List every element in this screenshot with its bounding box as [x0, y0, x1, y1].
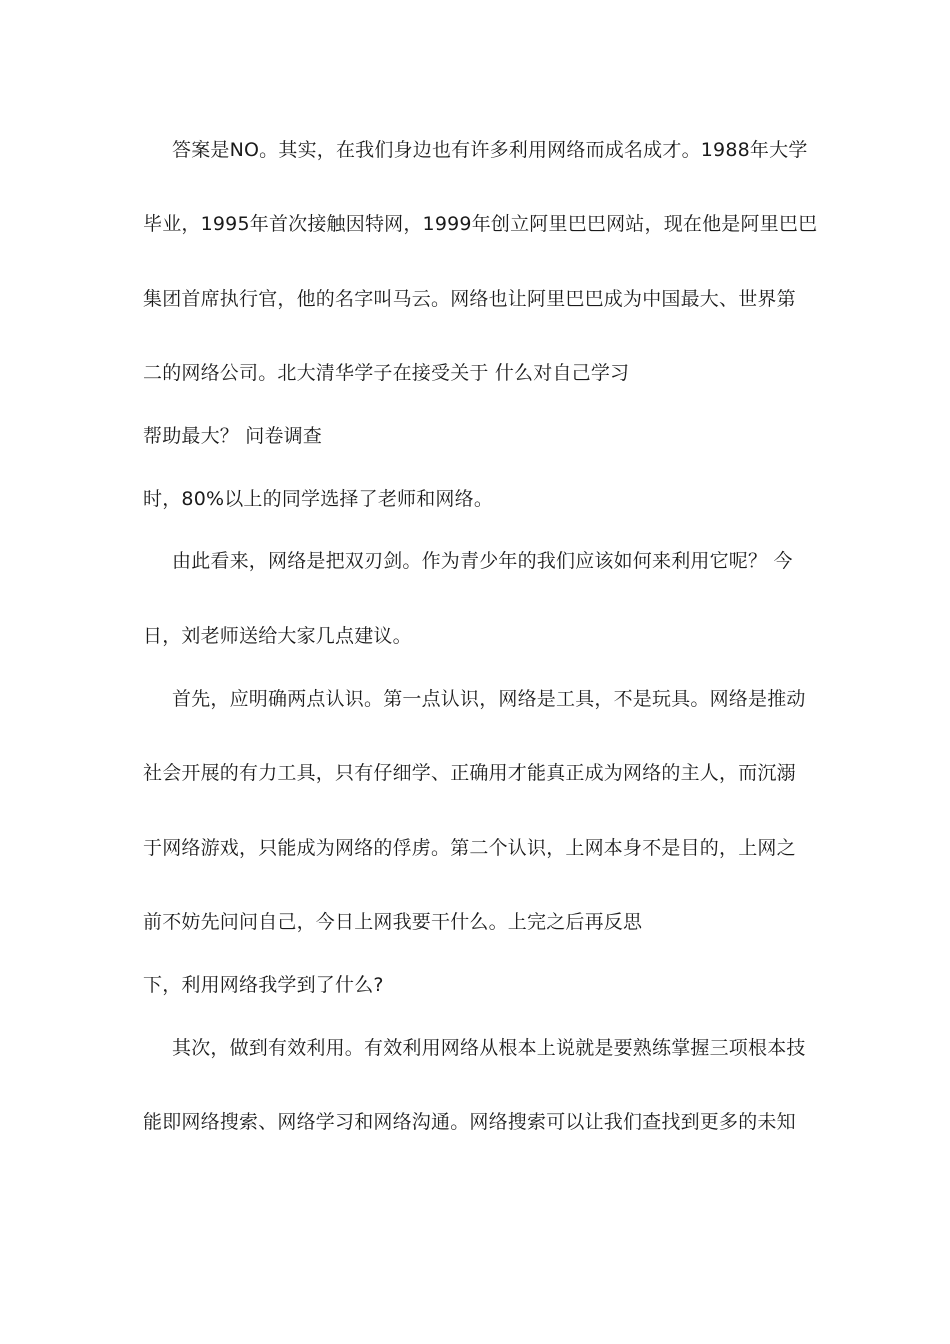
paragraph-line: 由此看来，网络是把双刃剑。作为青少年的我们应该如何来利用它呢？ 今: [172, 550, 793, 572]
paragraph-line: 能即网络搜索、网络学习和网络沟通。网络搜索可以让我们查找到更多的未知: [143, 1111, 796, 1133]
paragraph-line: 日，刘老师送给大家几点建议。: [143, 625, 412, 647]
paragraph-line: 毕业，1995年首次接触因特网，1999年创立阿里巴巴网站，现在他是阿里巴巴: [143, 213, 818, 235]
paragraph-line: 社会开展的有力工具，只有仔细学、正确用才能真正成为网络的主人，而沉溺: [143, 762, 796, 784]
paragraph-line: 帮助最大？ 问卷调查: [143, 425, 323, 447]
paragraph-line: 时，80%以上的同学选择了老师和网络。: [143, 488, 494, 510]
paragraph-line: 答案是NO。其实，在我们身边也有许多利用网络而成名成才。1988年大学: [172, 139, 808, 161]
paragraph-line: 于网络游戏，只能成为网络的俘虏。第二个认识，上网本身不是目的，上网之: [143, 837, 796, 859]
paragraph-line: 下，利用网络我学到了什么?: [143, 974, 384, 996]
paragraph-line: 集团首席执行官，他的名字叫马云。网络也让阿里巴巴成为中国最大、世界第: [143, 288, 796, 310]
paragraph-line: 其次，做到有效利用。有效利用网络从根本上说就是要熟练掌握三项根本技: [172, 1037, 806, 1059]
paragraph-line: 前不妨先问问自己，今日上网我要干什么。上完之后再反思: [143, 911, 643, 933]
paragraph-line: 二的网络公司。北大清华学子在接受关于 什么对自己学习: [143, 362, 630, 384]
paragraph-line: 首先，应明确两点认识。第一点认识，网络是工具，不是玩具。网络是推动: [172, 688, 806, 710]
